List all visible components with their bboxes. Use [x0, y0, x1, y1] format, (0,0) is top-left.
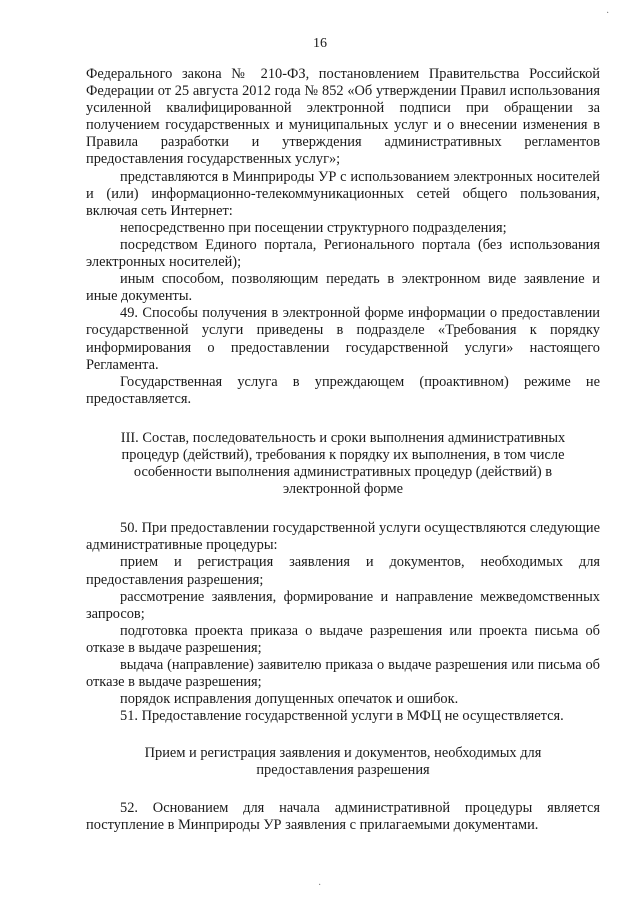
paragraph: 49. Способы получения в электронной форме информации о предоставлении государственной услуги приведены в подразделе «Требования к порядку информирования о предоставлении государственной услуги» настоящего Регламента. [86, 305, 600, 373]
page-number: 16 [313, 36, 327, 51]
list-item: рассмотрение заявления, формирование и направление межведомственных запросов; [86, 588, 600, 622]
section-heading: III. Состав, последовательность и сроки выполнения административных процедур (действий), требования к порядку их выполнения, в том числе особенности выполнения административных процедур (действий) в электронной форме [120, 429, 566, 498]
paragraph: 50. При предоставлении государственной услуги осуществляются следующие административные процедуры: [86, 520, 600, 554]
list-item: подготовка проекта приказа о выдаче разрешения или проекта письма об отказе в выдаче разрешения; [86, 622, 600, 656]
paragraph: 52. Основанием для начала административной процедуры является поступление в Минприроды УР заявления с прилагаемыми документами. [86, 799, 600, 833]
paragraph: Государственная услуга в упреждающем (проактивном) режиме не предоставляется. [86, 373, 600, 407]
list-item: посредством Единого портала, Регионального портала (без использования электронных носителей); [86, 236, 600, 271]
paragraph: представляются в Минприроды УР с использованием электронных носителей и (или) информационно-телекоммуникационных сетей общего пользования, включая сеть Интернет: [86, 168, 600, 219]
list-item: прием и регистрация заявления и документов, необходимых для предоставления разрешения; [86, 554, 600, 588]
scan-speck: · [318, 880, 322, 891]
document-body [86, 66, 600, 834]
subsection-heading: Прием и регистрация заявления и документов, необходимых для предоставления разрешения [144, 745, 542, 779]
list-item: выдача (направление) заявителю приказа о выдаче разрешения или письма об отказе в выдаче разрешения; [86, 657, 600, 691]
paragraph: 51. Предоставление государственной услуги в МФЦ не осуществляется. [120, 708, 564, 725]
scan-speck: · [606, 8, 610, 19]
list-item: непосредственно при посещении структурного подразделения; [120, 219, 507, 236]
paragraph: Федерального закона № 210-ФЗ, постановлением Правительства Российской Федерации от 25 августа 2012 года № 852 «Об утверждении Правил использования усиленной квалифицированной электронной подписи при обращении за получением государственных и муниципальных услуг и о внесении изменения в Правила разработки и утверждения административных регламентов предоставления государственных услуг»; [86, 66, 600, 168]
list-item: порядок исправления допущенных опечаток и ошибок. [120, 691, 459, 708]
list-item: иным способом, позволяющим передать в электронном виде заявление и иные документы. [86, 271, 600, 305]
